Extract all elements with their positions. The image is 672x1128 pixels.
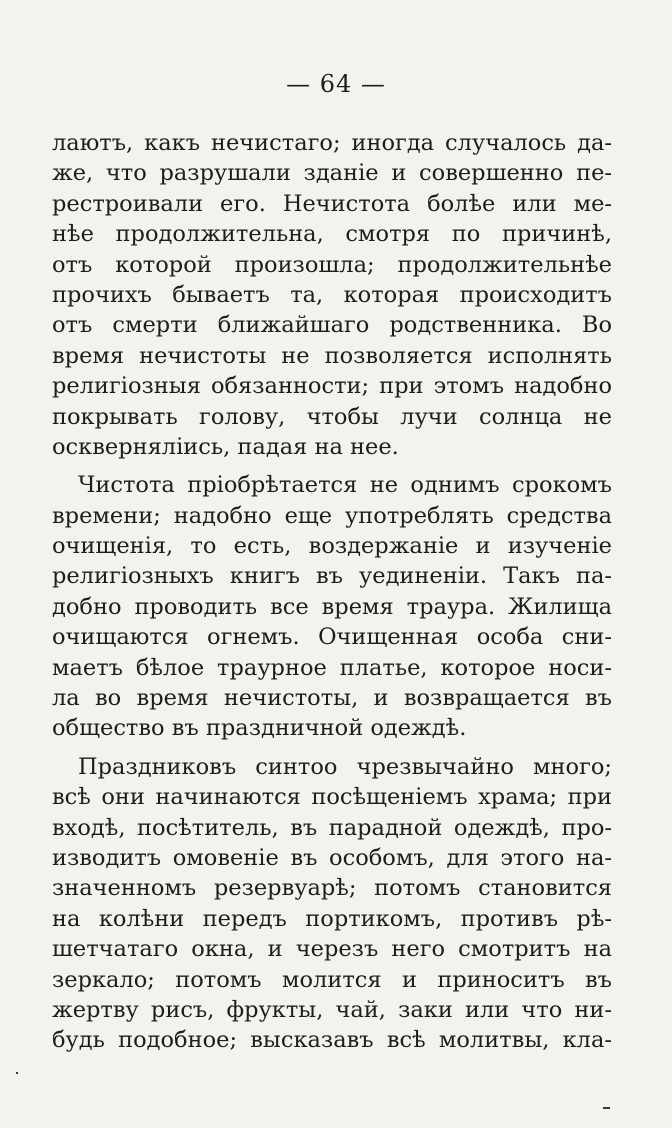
text-line: нѣе продолжительна, смотря по причинѣ, [52, 221, 612, 248]
text-line: добно проводить все время траура. Жилища [52, 593, 612, 620]
text-line: входѣ, посѣтитель, въ парадной одеждѣ, про- [52, 814, 612, 841]
text-line: жертву рисъ, фрукты, чай, заки или что ни- [52, 996, 612, 1023]
text-line: шетчатаго окна, и черезъ него смотритъ на [52, 936, 612, 963]
text-line: лаютъ, какъ нечистаго; иногда случалось да- [52, 130, 612, 156]
text-line: Праздниковъ синтоо чрезвычайно много; [78, 753, 612, 780]
text-line: зеркало; потомъ молится и приноситъ въ [52, 966, 612, 993]
print-speck [603, 1107, 610, 1109]
text-line: оскверняліись, падая на нее. [52, 433, 399, 460]
text-line: значенномъ резервуарѣ; потомъ становится [52, 875, 612, 902]
text-line: общество въ праздничной одеждѣ. [52, 715, 467, 742]
text-line: религіозныя обязанности; при этомъ надобно [52, 373, 612, 400]
text-line: религіозныхъ книгъ въ уединеніи. Такъ па- [52, 563, 612, 590]
paragraph-2 [52, 470, 612, 744]
page-number: — 64 — [286, 70, 386, 98]
text-line: очищенія, то есть, воздержаніе и изученіе [52, 533, 612, 560]
text-line: же, что разрушали зданіе и совершенно пе- [52, 160, 612, 187]
text-line: ла во время нечистоты, и возвращается въ [52, 685, 612, 712]
text-line: всѣ они начинаются посѣщеніемъ храма; при [52, 784, 612, 811]
text-line: очищаются огнемъ. Очищенная особа сни- [52, 624, 612, 651]
paragraph-gap [52, 744, 612, 752]
text-line: времени; надобно еще употреблять средства [52, 502, 612, 529]
text-line: Чистота пріобрѣтается не однимъ срокомъ [78, 472, 612, 499]
text-line: время нечистоты не позволяется исполнять [52, 342, 612, 369]
text-line: изводитъ омовеніе въ особомъ, для этого на- [52, 844, 612, 871]
text-line: на колѣни передъ портикомъ, противъ рѣ- [52, 905, 612, 932]
text-line: маетъ бѣлое траурное платье, которое носи- [52, 654, 612, 681]
text-body [52, 128, 612, 1056]
text-line: рестроивали его. Нечистота болѣе или ме- [52, 190, 612, 217]
text-line: отъ которой произошла; продолжительнѣе [52, 251, 612, 278]
print-speck [16, 1072, 18, 1074]
paragraph-1 [52, 128, 612, 462]
text-line: отъ смерти ближайшаго родственника. Во [52, 312, 612, 339]
text-line: покрывать голову, чтобы лучи солнца не [52, 403, 612, 430]
paragraph-gap [52, 462, 612, 470]
text-line: прочихъ бываетъ та, которая происходитъ [52, 281, 612, 308]
text-line: будь подобное; высказавъ всѣ молитвы, кла- [52, 1027, 612, 1054]
paragraph-3 [52, 752, 612, 1056]
